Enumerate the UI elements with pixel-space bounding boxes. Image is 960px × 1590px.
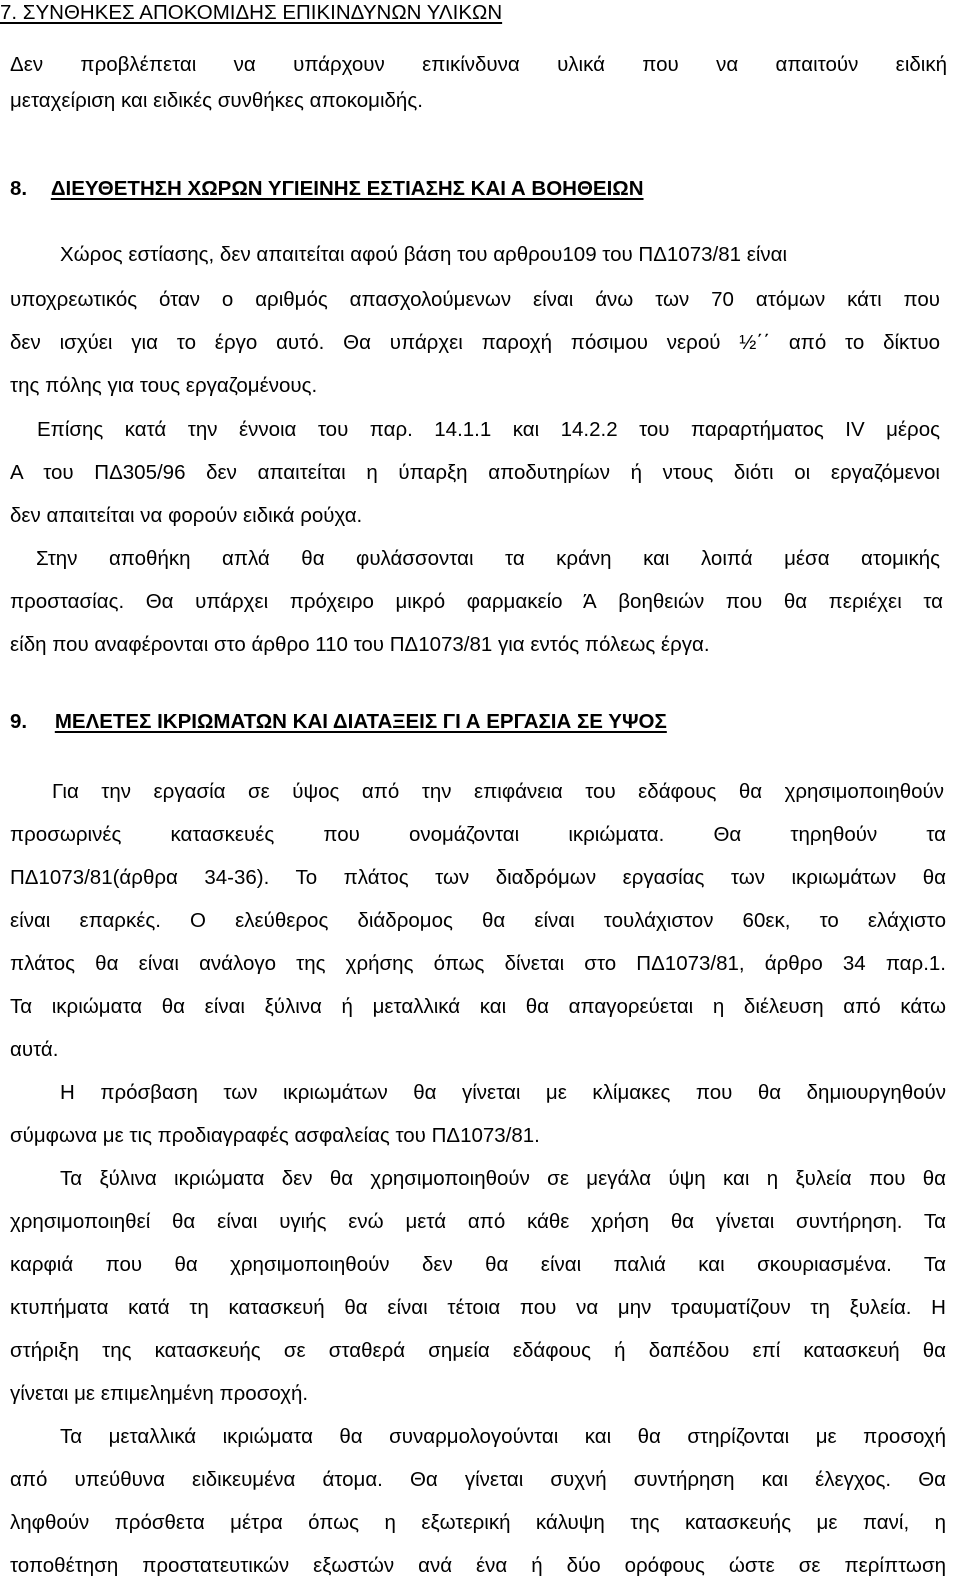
section-9-line: στήριξη της κατασκευής σε σταθερά σημεία εδάφους ή δαπέδου επί κατασκευή θα bbox=[10, 1339, 946, 1362]
section-9-line: σύμφωνα με τις προδιαγραφές ασφαλείας του ΠΔ1073/81. bbox=[10, 1124, 540, 1147]
section-9-line: ΠΔ1073/81(άρθρα 34-36). Το πλάτος των διαδρόμων εργασίας των ικριωμάτων θα bbox=[10, 866, 946, 889]
section-9-line: από υπεύθυνα ειδικευμένα άτομα. Θα γίνεται συχνή συντήρηση και έλεγχος. Θα bbox=[10, 1468, 946, 1491]
section-9-title: ΜΕΛΕΤΕΣ ΙΚΡΙΩΜΑΤΩΝ ΚΑΙ ΔΙΑΤΑΞΕΙΣ ΓΙ Α ΕΡΓΑΣΙΑ ΣΕ ΥΨΟΣ bbox=[54, 710, 667, 733]
section-8-heading bbox=[10, 176, 644, 202]
section-8-title: ΔΙΕΥΘΕΤΗΣΗ ΧΩΡΩΝ ΥΓΙΕΙΝΗΣ ΕΣΤΙΑΣΗΣ ΚΑΙ Α ΒΟΗΘΕΙΩΝ bbox=[50, 177, 644, 200]
section-8-line: Α του ΠΔ305/96 δεν απαιτείται η ύπαρξη αποδυτηρίων ή ντους διότι οι εργαζόμενοι bbox=[10, 461, 940, 484]
section-8-number: 8. bbox=[10, 177, 28, 200]
section-9-line: πλάτος θα είναι ανάλογο της χρήσης όπως δίνεται στο ΠΔ1073/81, άρθρο 34 παρ.1. bbox=[10, 952, 946, 975]
section-9-line: Τα ξύλινα ικριώματα δεν θα χρησιμοποιηθούν σε μεγάλα ύψη και η ξυλεία που θα bbox=[60, 1167, 946, 1190]
section-9-heading bbox=[10, 709, 667, 735]
section-9-line: Τα ικριώματα θα είναι ξύλινα ή μεταλλικά και θα απαγορεύεται η διέλευση από κάτω bbox=[10, 995, 946, 1018]
section-9-line: κτυπήματα κατά τη κατασκευή θα είναι τέτοια που να μην τραυματίζουν τη ξυλεία. Η bbox=[10, 1296, 946, 1319]
section-7-line: μεταχείριση και ειδικές συνθήκες αποκομιδής. bbox=[10, 89, 423, 112]
section-9-line: ληφθούν πρόσθετα μέτρα όπως η εξωτερική κάλυψη της κατασκευής με πανί, η bbox=[10, 1511, 946, 1534]
section-8-line: Επίσης κατά την έννοια του παρ. 14.1.1 και 14.2.2 του παραρτήματος IV μέρος bbox=[37, 418, 940, 441]
section-8-line: υποχρεωτικός όταν ο αριθμός απασχολούμενων είναι άνω των 70 ατόμων κάτι που bbox=[10, 288, 940, 311]
section-7-line: Δεν προβλέπεται να υπάρχουν επικίνδυνα υλικά που να απαιτούν ειδική bbox=[10, 53, 947, 76]
section-8-line: της πόλης για τους εργαζομένους. bbox=[10, 374, 318, 397]
section-8-line: δεν ισχύει για το έργο αυτό. Θα υπάρχει παροχή πόσιμου νερού ½΄΄ από το δίκτυο bbox=[10, 331, 940, 354]
section-9-line: γίνεται με επιμελημένη προσοχή. bbox=[10, 1382, 309, 1405]
section-9-line: είναι επαρκές. Ο ελεύθερος διάδρομος θα είναι τουλάχιστον 60εκ, το ελάχιστο bbox=[10, 909, 946, 932]
section-7-heading: 7. ΣΥΝΘΗΚΕΣ ΑΠΟΚΟΜΙΔΗΣ ΕΠΙΚΙΝΔΥΝΩΝ ΥΛΙΚΩΝ bbox=[0, 1, 503, 24]
section-9-line: καρφιά που θα χρησιμοποιηθούν δεν θα είναι παλιά και σκουριασμένα. Τα bbox=[10, 1253, 946, 1276]
section-9-line: προσωρινές κατασκευές που ονομάζονται ικριώματα. Θα τηρηθούν τα bbox=[10, 823, 946, 846]
section-9-line: αυτά. bbox=[10, 1038, 59, 1061]
section-9-line: χρησιμοποιηθεί θα είναι υγιής ενώ μετά από κάθε χρήση θα γίνεται συντήρηση. Τα bbox=[10, 1210, 946, 1233]
section-9-line: Η πρόσβαση των ικριωμάτων θα γίνεται με κλίμακες που θα δημιουργηθούν bbox=[60, 1081, 946, 1104]
section-8-line: δεν απαιτείται να φορούν ειδικά ρούχα. bbox=[10, 504, 363, 527]
section-8-line: Χώρος εστίασης, δεν απαιτείται αφού βάση του αρθρου109 του ΠΔ1073/81 είναι bbox=[60, 243, 788, 266]
section-9-line: Τα μεταλλικά ικριώματα θα συναρμολογούνται και θα στηρίζονται με προσοχή bbox=[60, 1425, 946, 1448]
section-9-number: 9. bbox=[10, 710, 28, 733]
section-8-line: Στην αποθήκη απλά θα φυλάσσονται τα κράνη και λοιπά μέσα ατομικής bbox=[36, 547, 940, 570]
section-8-line: είδη που αναφέρονται στο άρθρο 110 του ΠΔ1073/81 για εντός πόλεως έργα. bbox=[10, 633, 710, 656]
section-9-line: τοποθέτηση προστατευτικών εξωστών ανά ένα ή δύο ορόφους ώστε σε περίπτωση bbox=[10, 1554, 946, 1577]
section-9-line: Για την εργασία σε ύψος από την επιφάνεια του εδάφους θα χρησιμοποιηθούν bbox=[52, 780, 944, 803]
section-8-line: προστασίας. Θα υπάρχει πρόχειρο μικρό φαρμακείο Ά βοηθειών που θα περιέχει τα bbox=[10, 590, 943, 613]
